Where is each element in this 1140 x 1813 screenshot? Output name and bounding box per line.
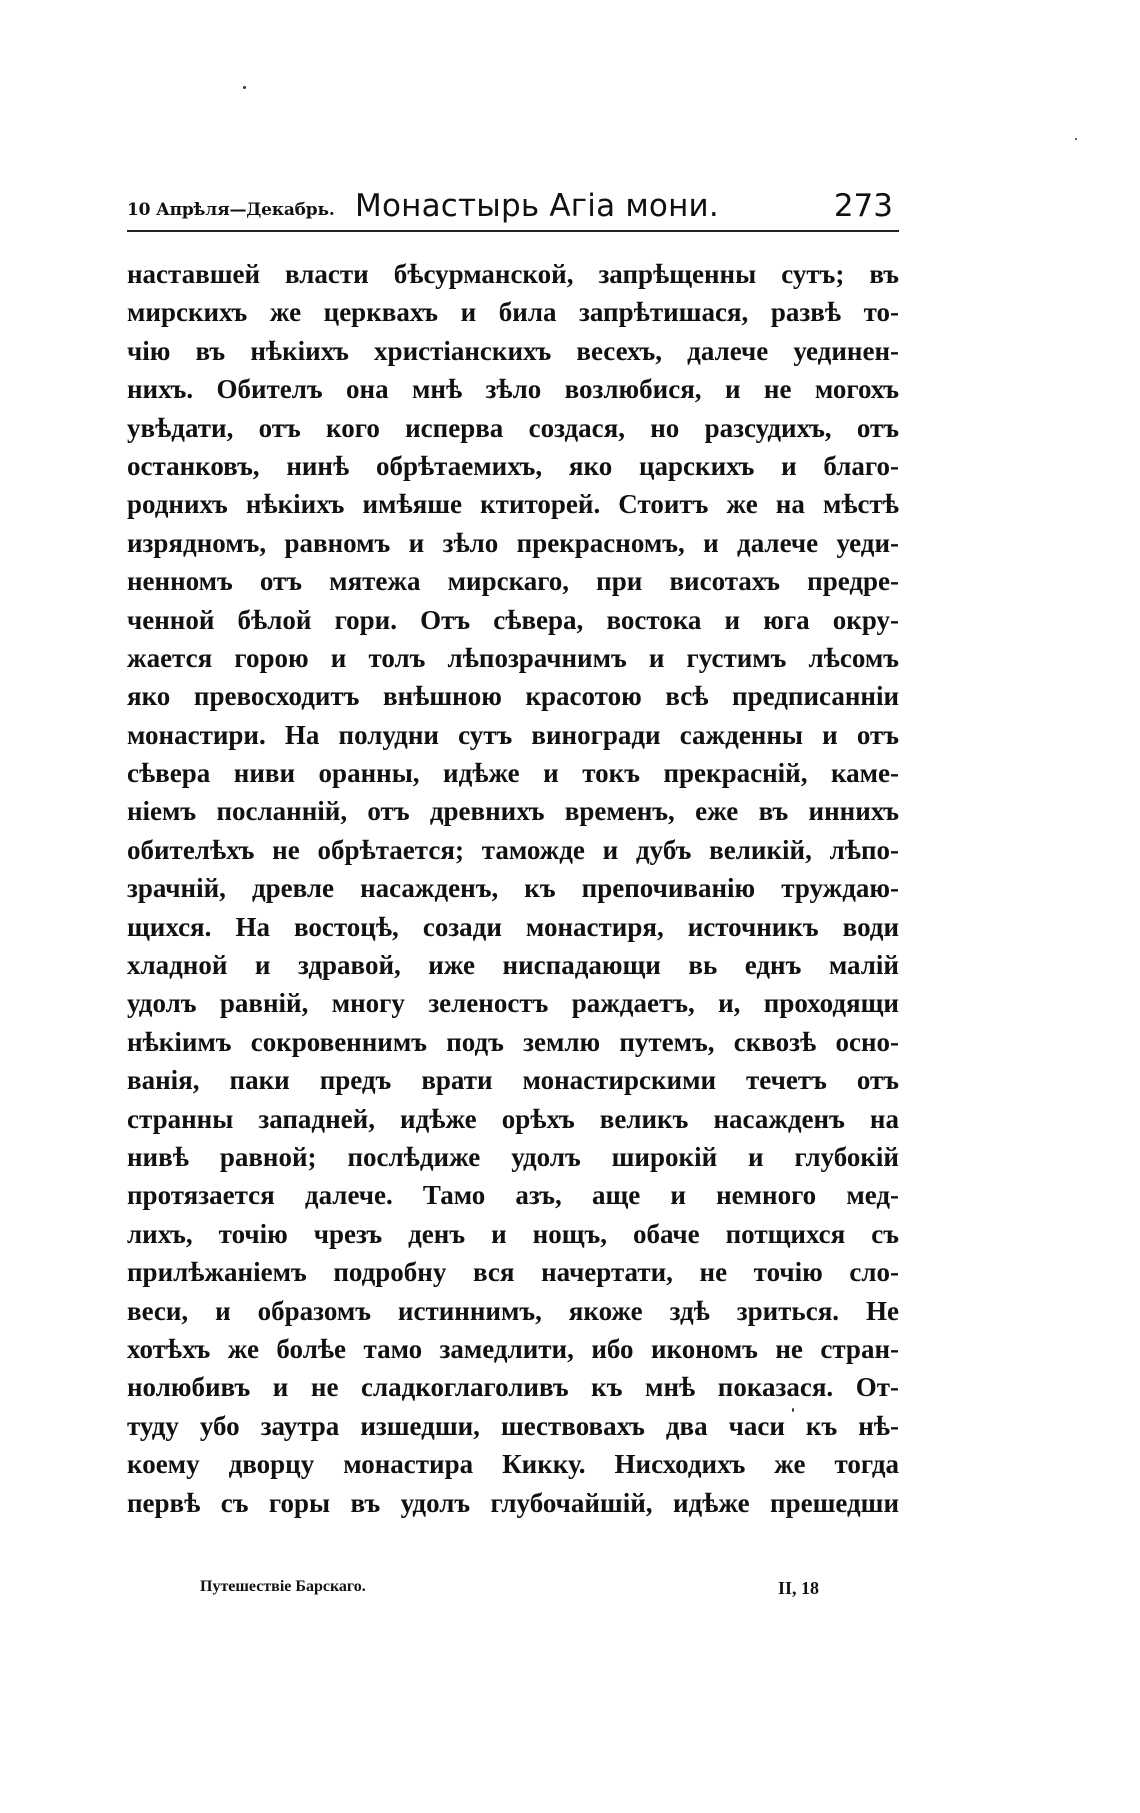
text-line: наставшей власти бѣсурманской, запрѣщенны сутъ; въ [127,259,899,289]
text-line: изрядномъ, равномъ и зѣло прекрасномъ, и далече уеди- [127,527,899,558]
text-line: щихся. На востоцѣ, созади монастиря, источникъ води [127,911,899,942]
text-line: обителѣхъ не обрѣтается; тамождe и дубъ великій, лѣпо- [127,834,899,865]
text-line: жается горою и толъ лѣпозрачнимъ и густимъ лѣсомъ [127,642,899,673]
footer-sheet-mark: II, 18 [778,1578,820,1598]
ink-speck [243,86,246,89]
text-line: зрачній, древле насажденъ, къ препочиванію труждаю- [127,873,899,904]
text-line: останковъ, нинѣ обрѣтаемихъ, яко царскихъ и благо- [127,450,899,481]
text-line: хладной и здравой, иже ниспадающи вь еднъ малій [127,950,899,981]
text-line: нолюбивъ и не сладкоглаголивъ къ мнѣ показася. От- [127,1372,899,1403]
text-line: лихъ, точію чрезъ денъ и нощъ, обаче потщихся съ [127,1218,899,1249]
text-line: ченной бѣлой гори. Отъ сѣвера, востока и юга окру- [127,604,899,635]
text-line: хотѣхъ же болѣе тамо замедлити, ибо икономъ не стран- [127,1333,899,1364]
text-line: тудy убо заутра изшедши, шествовахъ два часи къ нѣ- [127,1410,899,1441]
page-footer [200,1578,840,1608]
text-line: мирскихъ же церквахъ и била запрѣтишася, развѣ то- [127,297,899,328]
text-line: увѣдати, отъ кого исперва создася, но разсудихъ, отъ [127,412,899,443]
text-line: ніемъ посланній, отъ древнихъ временъ, еже въ иннихъ [127,796,899,827]
text-line: нихъ. Обителъ она мнѣ зѣло возлюбися, и не могохъ [127,374,899,405]
body-text [127,255,899,1522]
text-line: прилѣжаніемъ подробну вся начертати, не точію сло- [127,1257,899,1288]
text-line: яко превосходитъ внѣшною красотою всѣ предписанніи [127,681,899,712]
text-line: роднихъ нѣкіихъ имѣяше ктиторей. Стоитъ же на мѣстѣ [127,489,899,520]
header-rule [127,230,899,232]
text-line: нѣкіимъ сокровеннимъ подъ землю путемъ, сквозѣ осно- [127,1026,899,1057]
text-line: монастири. На полудни сутъ виногради сажденны и отъ [127,719,899,750]
footer-signature: Путешествіе Барскаго. [200,1578,366,1595]
text-line: ненномъ отъ мятежа мирскаго, при висотахъ предре- [127,566,899,597]
text-line: удолъ равній, многу зеленостъ раждаетъ, и, проходящи [127,988,899,1019]
text-line: ванія, паки предъ врати монастирскими течетъ отъ [127,1065,899,1096]
ink-speck [1075,138,1077,140]
text-line: нивѣ равной; послѣдиже удолъ широкій и глубокій [127,1141,899,1172]
page-number: 273 [833,188,893,224]
text-line: чію въ нѣкіихъ христіанскихъ весехъ, далече уединен- [127,335,899,366]
text-line: сѣвера ниви оранны, идѣже и токъ прекрасній, каме- [127,758,899,789]
text-line: первѣ съ горы въ удолъ глубочайшій, идѣже прешедши [127,1487,899,1518]
text-line: протязается далече. Тамо азъ, аще и немного мед- [127,1180,899,1211]
text-line: странны западней, идѣже орѣхъ великъ насажденъ на [127,1103,899,1134]
text-line: коему дворцу монастира Кикку. Нисходихъ же тогда [127,1449,899,1480]
running-header [127,182,899,226]
header-date-range: 10 Апрѣля—Декабрь. [127,200,335,220]
header-title: Монастырь Агіа мони. [355,188,719,224]
text-line: веси, и образомъ истиннимъ, якоже здѣ зриться. Не [127,1295,899,1326]
